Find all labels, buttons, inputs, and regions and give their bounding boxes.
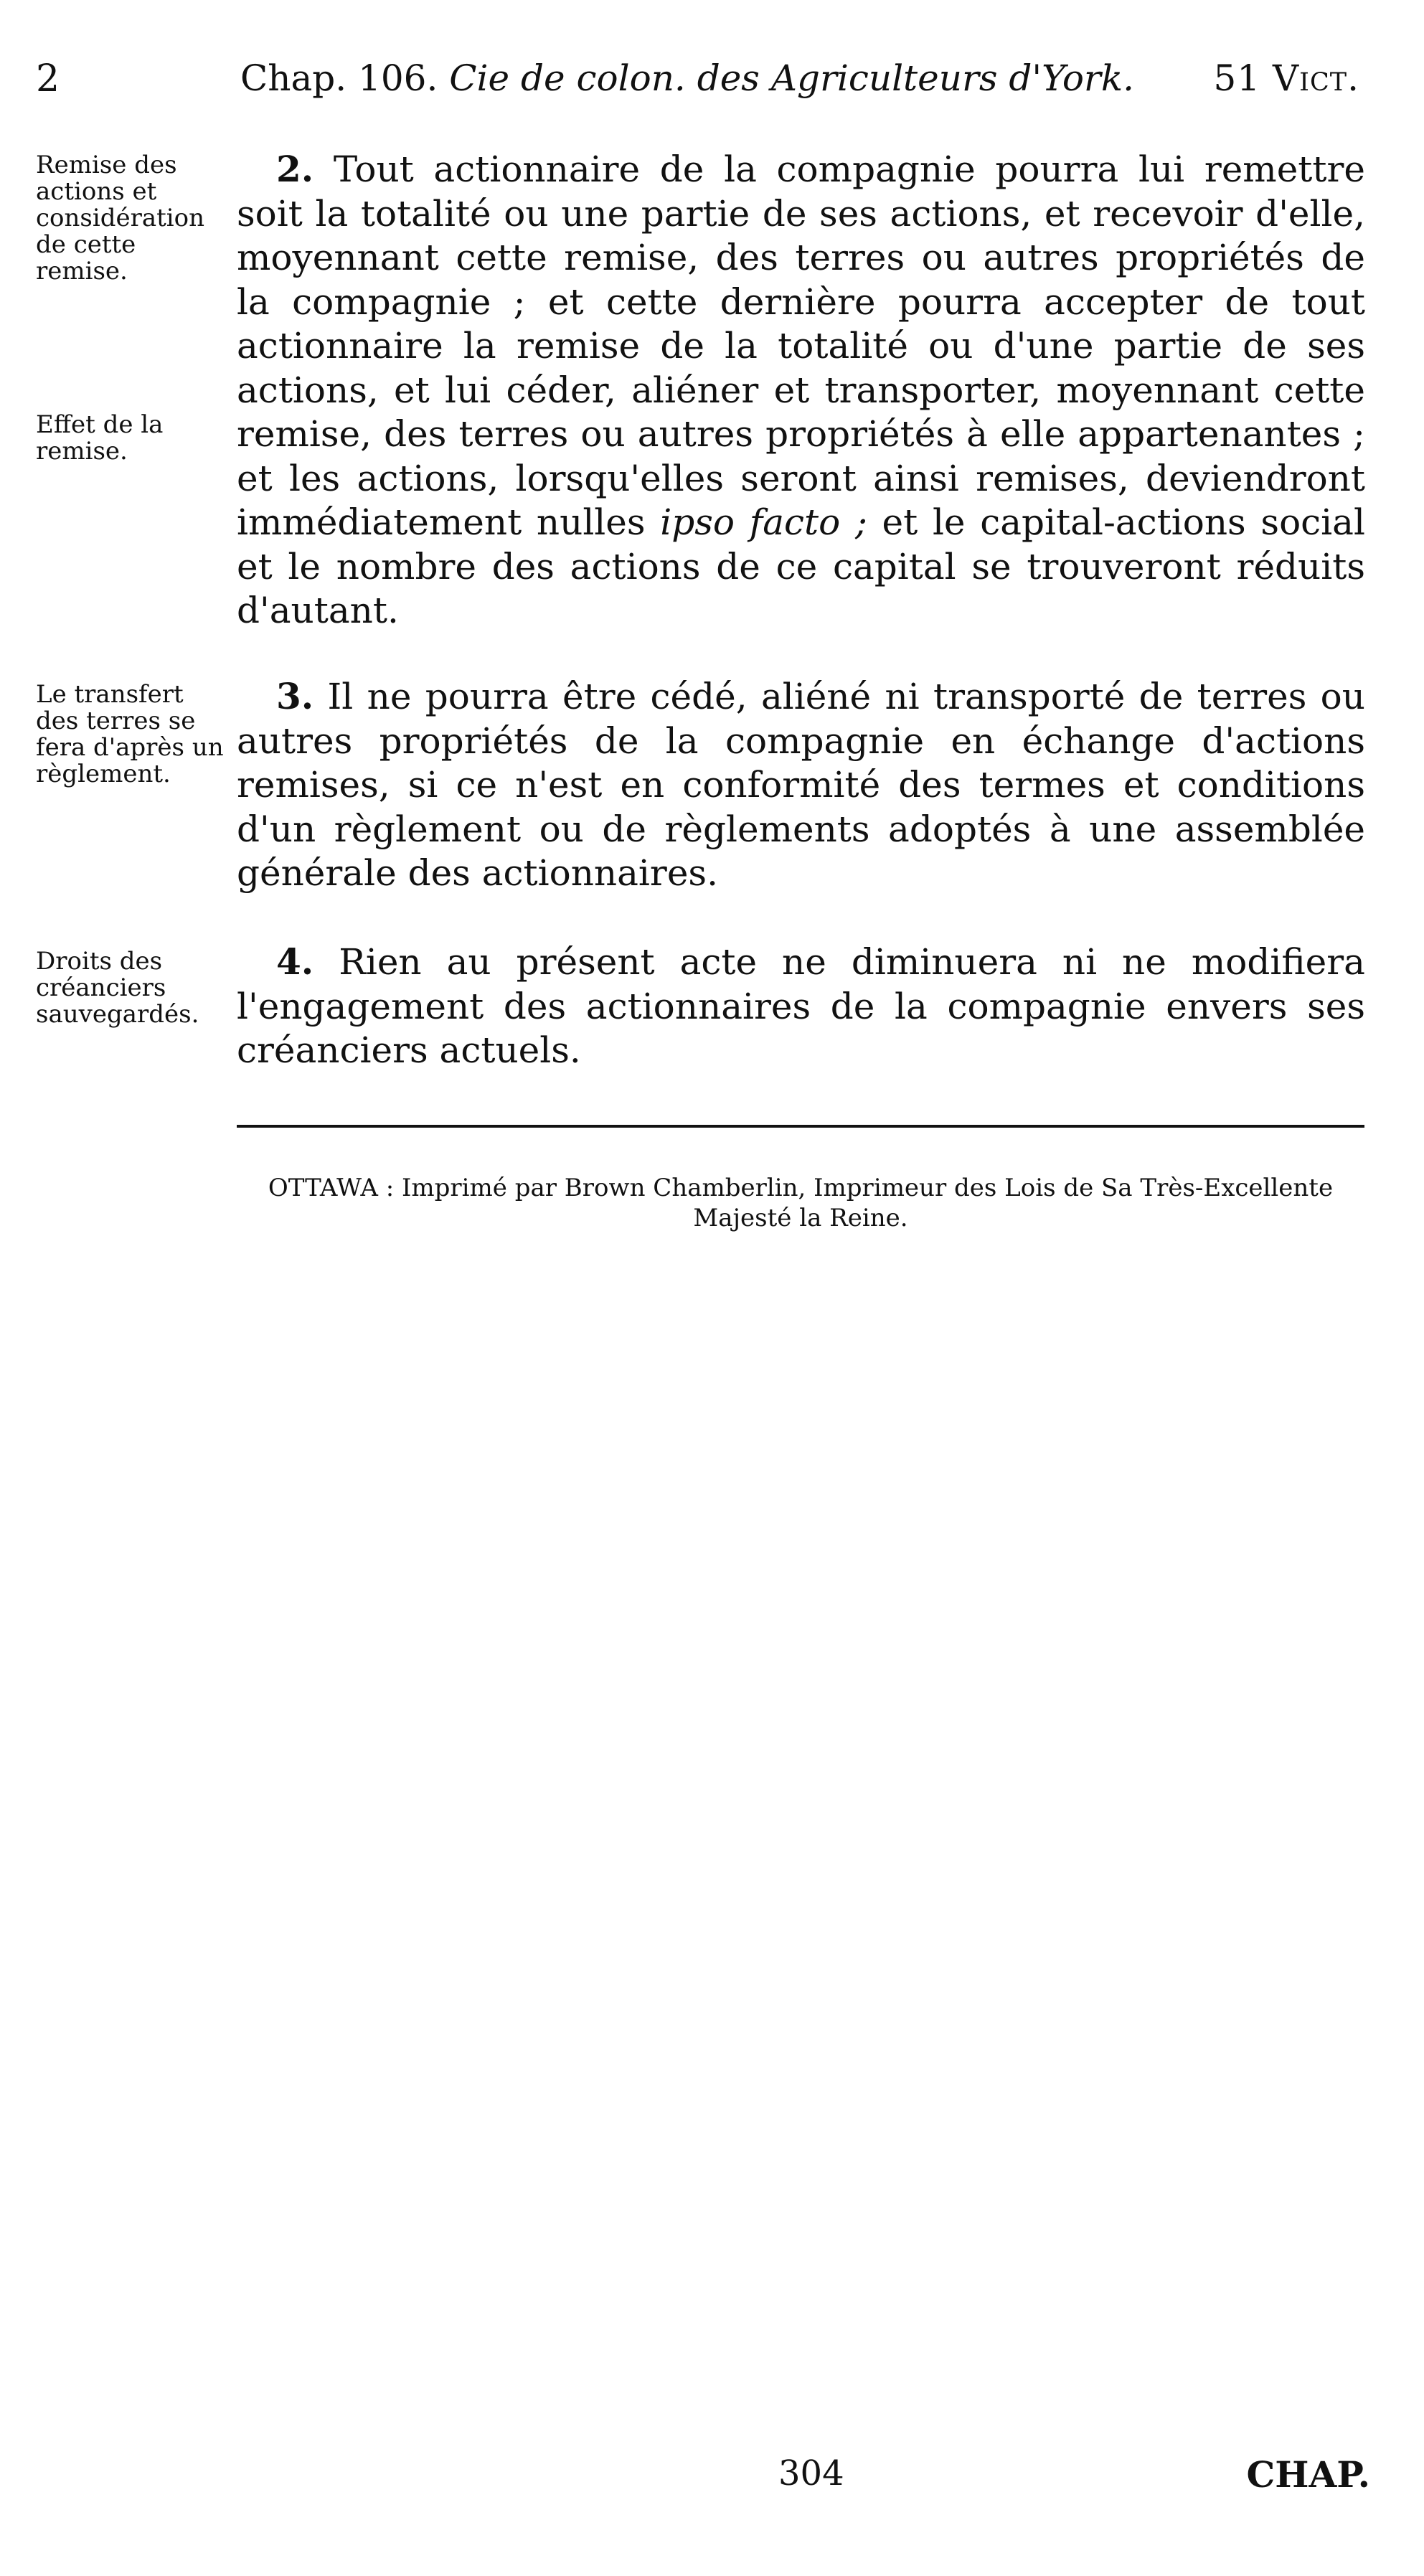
page-number-left: 2 <box>36 57 60 100</box>
end-rule <box>237 1125 1364 1128</box>
regnal-year: 51 Vict. <box>1213 57 1359 99</box>
section-text: Rien au présent acte ne diminuera ni ne modifiera l'engagement des actionnaires de la compagnie envers ses créanciers actuels. <box>237 941 1365 1071</box>
section-number: 4. <box>276 940 314 983</box>
section-text: Il ne pourra être cédé, aliéné ni transporté de terres ou autres propriétés de la compagnie en échange d'actions remises, si ce n'est en conformité des termes et conditions d'un règlement ou de règlements adoptés à une assemblée générale des actionnaires. <box>237 676 1365 894</box>
running-header <box>36 57 1359 108</box>
margin-note-transfert: Le transfert des terres se fera d'après un règlement. <box>36 680 224 788</box>
section-2 <box>237 147 1365 633</box>
section-text: Tout actionnaire de la compagnie pourra lui remettre soit la totalité ou une partie de ses actions, et recevoir d'elle, moyennant cette remise, des terres ou autres propriétés de la compagnie ; et cette dernière pourra accepter de tout actionnaire la remise de la totalité ou d'une partie de ses actions, et lui céder, aliéner et transporter, moyennant cette remise, des terres ou autres propriétés à elle appartenantes ; et les actions, lorsqu'elles seront ainsi remises, deviendront immédiatement nulles <box>237 148 1365 543</box>
margin-note-effet: Effet de la remise. <box>36 410 164 466</box>
section-number: 3. <box>276 675 314 717</box>
running-title <box>240 57 1134 99</box>
section-number: 2. <box>276 148 314 190</box>
section-3 <box>237 674 1365 896</box>
section-text-continued: et le capital-actions social et le nombre des actions de ce capital se trouveront réduits d'autant. <box>237 501 1365 631</box>
section-italic-phrase: ipso facto ; <box>660 501 867 543</box>
margin-note-droits: Droits des créanciers sauvegardés. <box>36 947 199 1029</box>
section-4 <box>237 940 1365 1073</box>
catchword: CHAP. <box>1246 2453 1370 2496</box>
printer-imprint: OTTAWA : Imprimé par Brown Chamberlin, Imprimeur des Lois de Sa Très-Excellente Majesté la Reine. <box>268 1174 1334 1232</box>
chapter-prefix: Chap. 106. <box>240 57 438 99</box>
chapter-title: Cie de colon. des Agriculteurs d'York. <box>449 57 1135 99</box>
page-number-bottom: 304 <box>778 2453 844 2494</box>
margin-note-remise: Remise des actions et considération de cette remise. <box>36 151 205 286</box>
